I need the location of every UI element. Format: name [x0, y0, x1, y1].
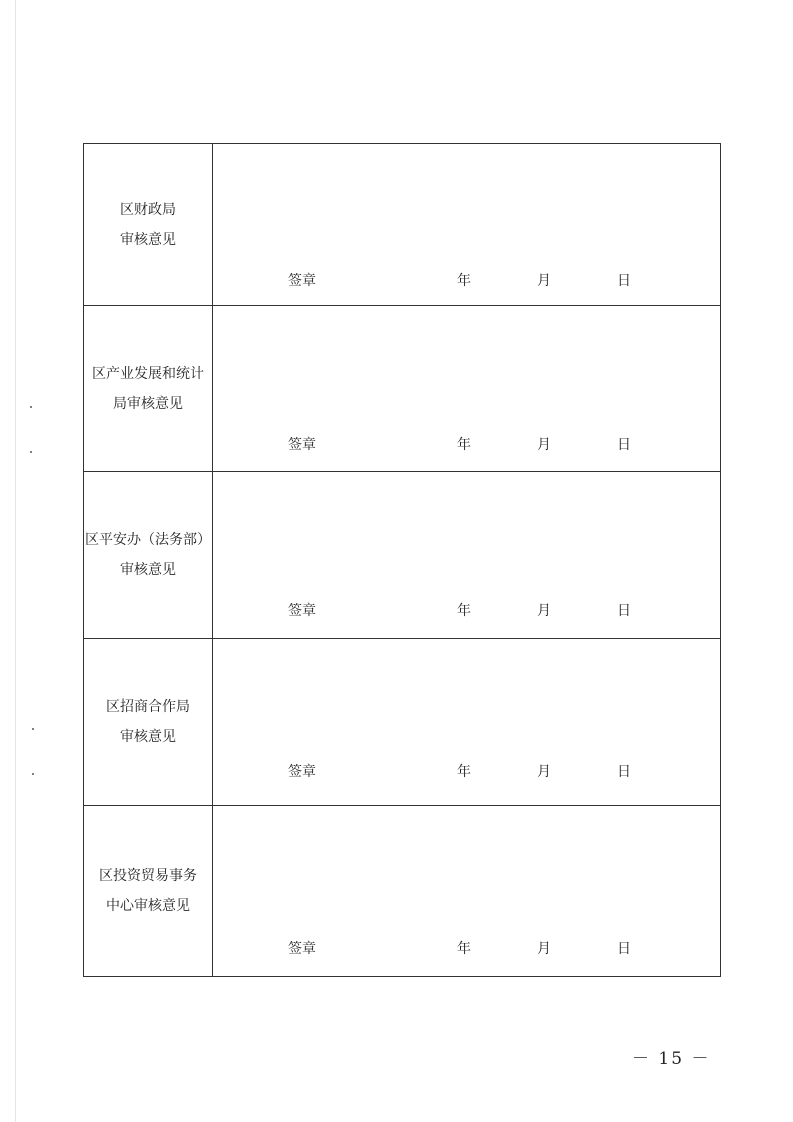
opinion-cell — [213, 806, 720, 976]
row-label-line: 局审核意见 — [113, 395, 183, 412]
row-label-cell — [84, 306, 213, 471]
page-number: － 15 － — [632, 1049, 711, 1069]
year-label: 年 — [457, 437, 471, 453]
table-row — [84, 144, 720, 306]
day-label: 日 — [617, 603, 631, 619]
month-label: 月 — [537, 764, 551, 780]
scan-speck — [32, 773, 34, 775]
year-label: 年 — [457, 941, 471, 957]
year-label: 年 — [457, 603, 471, 619]
day-label: 日 — [617, 273, 631, 289]
opinion-cell — [213, 144, 720, 305]
row-label-line: 中心审核意见 — [106, 898, 190, 914]
day-label: 日 — [617, 437, 631, 453]
row-label-line: 区财政局 — [120, 201, 176, 218]
row-label-cell — [84, 144, 213, 305]
scan-speck — [30, 406, 32, 408]
signature-label: 签章 — [288, 764, 316, 780]
day-label: 日 — [617, 764, 631, 780]
day-label: 日 — [617, 941, 631, 957]
year-label: 年 — [457, 273, 471, 289]
row-label-line: 区平安办（法务部） — [85, 532, 211, 548]
row-label-line: 审核意见 — [120, 729, 176, 745]
signature-label: 签章 — [288, 273, 316, 289]
scan-edge-line — [15, 0, 16, 1122]
signature-label: 签章 — [288, 437, 316, 453]
table-row — [84, 306, 720, 472]
opinion-cell — [213, 306, 720, 471]
row-label-line: 区投资贸易事务 — [99, 868, 197, 884]
scan-speck — [30, 451, 32, 453]
month-label: 月 — [537, 273, 551, 289]
row-label-cell — [84, 806, 213, 976]
table-row — [84, 472, 720, 639]
row-label-line: 审核意见 — [120, 562, 176, 578]
table-row — [84, 639, 720, 806]
signature-label: 签章 — [288, 603, 316, 619]
review-opinion-table — [83, 143, 721, 977]
opinion-cell — [213, 639, 720, 805]
table-row — [84, 806, 720, 976]
row-label-line: 区招商合作局 — [106, 699, 190, 715]
row-label-cell — [84, 472, 213, 638]
month-label: 月 — [537, 941, 551, 957]
row-label-cell — [84, 639, 213, 805]
month-label: 月 — [537, 437, 551, 453]
scan-speck — [32, 728, 34, 730]
month-label: 月 — [537, 603, 551, 619]
row-label-line: 区产业发展和统计 — [92, 365, 204, 382]
year-label: 年 — [457, 764, 471, 780]
opinion-cell — [213, 472, 720, 638]
signature-label: 签章 — [288, 941, 316, 957]
row-label-line: 审核意见 — [120, 231, 176, 248]
